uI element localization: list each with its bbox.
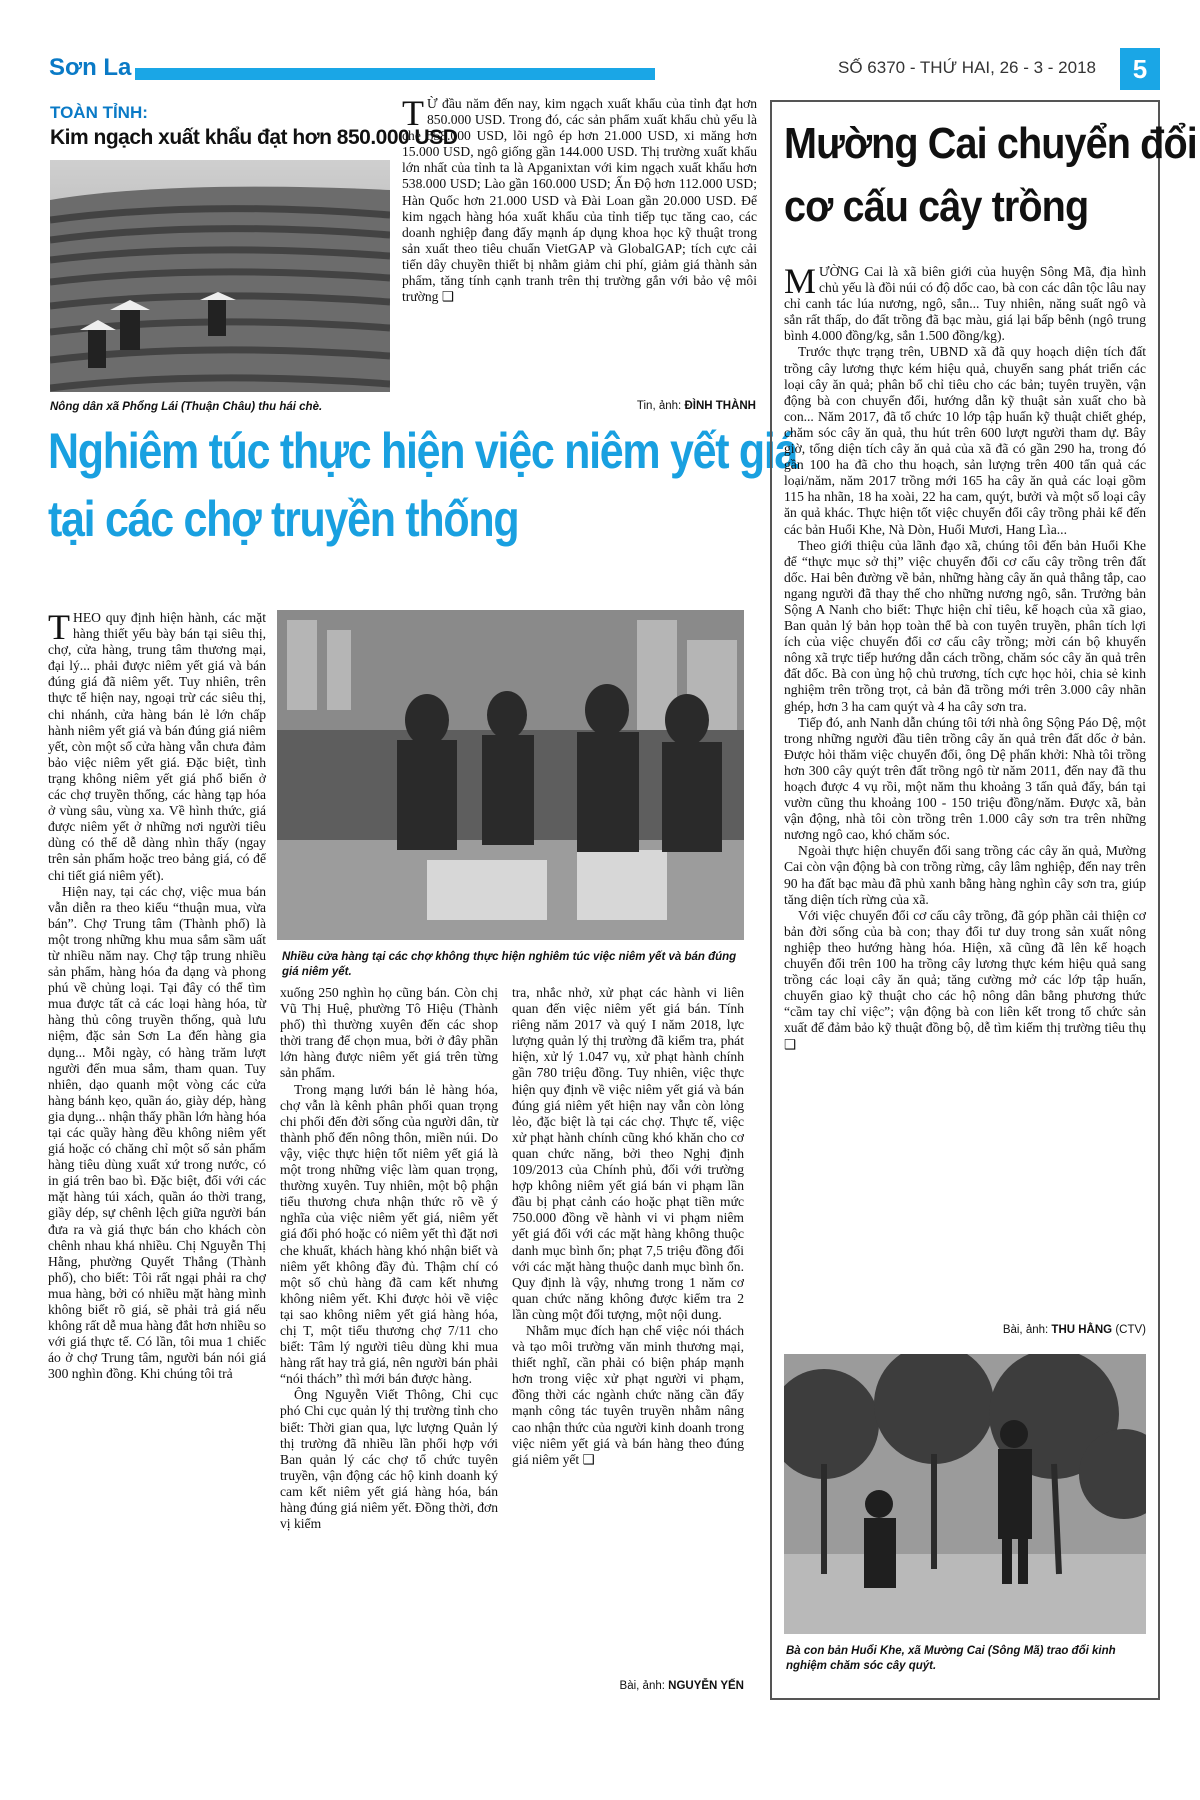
price-headline-line2: tại các chợ truyền thống — [48, 491, 519, 547]
section-name: Sơn La — [49, 54, 132, 81]
price-col-3 — [512, 985, 744, 1468]
market-photo — [277, 610, 744, 940]
tea-hill-illustration — [50, 160, 390, 392]
body-paragraph: Hiện nay, tại các chợ, việc mua bán vẫn diễn ra theo kiểu “thuận mua, vừa bán”. Chợ Trung tâm (Thành phố) là một trong những khu mua sắm sầm uất từ nhiều năm nay. Chợ tập trung nhiều sản phẩm, hàng hóa đa dạng và phong phú về chủng loại. Tại đây có thể tìm mua được tất cả các loại hàng hóa, từ hàng thủ công truyền thống, quà lưu niệm, đặc sản Sơn La đến hàng gia dụng... Mỗi ngày, có hàng trăm lượt người đến mua sắm, tham quan. Tuy nhiên, dạo quanh một vòng các cửa hàng bánh kẹo, quần áo, giày dép, hàng gia dụng... nhận thấy phần lớn hàng hóa tại các quầy hàng đều không niêm yết giá hoặc có chăng chỉ một số sản phẩm hàng tiêu dùng xuất xứ trong nước, có in giá trên bao bì. Đặc biệt, đối với các mặt hàng túi xách, quần áo thời trang, giầy dép, sự chênh lệch giữa người bán đưa ra và giá thực bán cho khách còn chênh nhau khá nhiều. Chị Nguyễn Thị Hằng, phường Quyết Thắng (Thành phố), cho biết: Tôi rất ngại phải ra chợ mua hàng, bởi có nhiều mặt hàng mình không biết rõ giá, sẽ phải trả giá nếu không rất dễ mua hàng đắt hơn nhiều so với giá thực tế. Có lần, tôi mua 1 chiếc áo ở chợ Trung tâm, người bán nói giá 300 nghìn đồng. Khi chúng tôi trả — [48, 883, 266, 1382]
muong-cai-article — [770, 100, 1197, 1700]
photo-caption: Nông dân xã Phổng Lái (Thuận Châu) thu hái chè. — [50, 401, 323, 413]
muongcai-headline-line1: Mường Cai chuyển đổi — [784, 119, 1197, 168]
body-paragraph: ƯỜNG Cai là xã biên giới của huyện Sông Mã, địa hình chủ yếu là đồi núi có độ dốc cao, bà con các dân tộc lâu nay chỉ canh tác lúa nương, ngô, sắn... Tuy nhiên, năng suất ngô và sắn rất thấp, do đất trồng đã bạc màu, giá lại bấp bênh (ngô trung bình 4.000 đồng/kg, sắn 1.500 đồng/kg). — [784, 264, 1146, 344]
page-number: 5 — [1120, 48, 1160, 90]
muongcai-body — [784, 261, 1146, 1053]
body-paragraph: Tiếp đó, anh Nanh dẫn chúng tôi tới nhà ông Sộng Páo Dệ, một trong những người đầu tiên trồng cây ăn quả trên đất dốc ở bản. Được hỏi thăm việc chuyển đổi, ông Dệ phấn khởi: Nhà tôi trồng hơn 300 cây quýt trên đất trồng ngô từ năm 2011, đến nay đã thu hoạch được 4 vụ rồi, một năm thu khoảng 3 tấn quả đấy, bán tại vườn cũng thu khoảng 100 - 150 triệu đồng/năm. Được xã, bản vận động, nhà tôi còn trồng trên 1.000 cây sơn tra trên những nương ngô cao, khó chăm sóc. — [784, 714, 1146, 843]
export-body — [402, 93, 757, 305]
orchard-photo-caption: Bà con bản Huổi Khe, xã Mường Cai (Sông Mã) trao đổi kinh nghiệm chăm sóc cây quýt. — [786, 1645, 1116, 1672]
body-paragraph: tra, nhắc nhở, xử phạt các hành vi liên quan đến việc niêm yết giá bán. Tính riêng năm 2017 và quý I năm 2018, lực lượng quản lý thị trường đã kiểm tra, phát hiện, xử lý 1.047 vụ, xử phạt hành chính gần 780 triệu đồng. Tuy nhiên, việc thực hiện quy định về việc niêm yết giá và bán đúng giá niêm yết hiện nay vẫn còn lỏng lẻo, đặc biệt là tại các chợ. Thực tế, việc xử phạt hành chính cũng khó khăn cho cơ quan chức năng, bởi theo Nghị định 109/2013 của Chính phủ, đối với trường hợp không niêm yết giá bán vi phạm lần đầu bị phạt cảnh cáo hoặc phạt tiền mức 750.000 đồng về hành vi vi phạm niêm yết giá đối với các mặt hàng không thuộc danh mục bình ổn; phạt 7,5 triệu đồng đối với các mặt hàng thuộc danh mục bình ổn. Quy định là vậy, nhưng trong 1 năm cơ quan chức năng không được kiểm tra 2 lần cùng một đối tượng, một nội dung. — [512, 985, 744, 1322]
dropcap: M — [784, 261, 817, 301]
tea-harvest-photo — [50, 160, 390, 392]
byline-prefix: Bài, ảnh: — [1002, 1324, 1049, 1336]
issue-line: SỐ 6370 - THỨ HAI, 26 - 3 - 2018 — [838, 58, 1096, 77]
price-byline — [512, 1680, 744, 1692]
body-paragraph: Trong mạng lưới bán lẻ hàng hóa, chợ vẫn là kênh phân phối quan trọng chi phối đến đời sống của người dân, từ thành phố đến nông thôn, miền núi. Do vậy, việc thực hiện tốt niêm yết giá là một trong những việc làm quan trọng, thường xuyên. Tuy nhiên, một bộ phận tiểu thương chưa nhận thức rõ về ý nghĩa của việc niêm yết giá, niêm yết giá đối phó hoặc có niêm yết thì đặt nơi che khuất, khách hàng khó nhận biết và niêm yết không đầy đủ. Thậm chí có một số chủ hàng đã cam kết nhưng không niêm yết. Khi được hỏi về việc tại sao không niêm yết giá hàng hóa, chị T, một tiểu thương chợ 7/11 cho biết: Tâm lý người tiêu dùng khi mua hàng rất hay trả giá, nên người bán phải “nói thách” thì mới bán được hàng. — [280, 1081, 498, 1387]
market-illustration — [277, 610, 744, 940]
byline-author: NGUYỄN YẾN — [668, 1680, 744, 1692]
article-kicker: TOÀN TỈNH: — [50, 103, 148, 122]
body-paragraph: Ngoài thực hiện chuyển đổi sang trồng các cây ăn quả, Mường Cai còn vận động bà con trồng rừng, cây lâm nghiệp, đến nay trên 90 ha đất bạc màu đã phủ xanh bằng hàng nghìn cây sơn tra, giúp tăng diện tích rừng của xã. — [784, 843, 1146, 907]
byline — [520, 400, 756, 412]
body-paragraph: Với việc chuyển đổi cơ cấu cây trồng, đã góp phần cải thiện cơ bản đời sống của bà con; thay đổi tư duy trong sản xuất nông nghiệp theo hướng hàng hóa. Hiện, xã cũng đã lên kế hoạch chuyển đổi trên 100 ha trồng cây lương thực kém hiệu quả sang trồng các loại cây ăn quả; tăng cường mở các lớp tập huấn, chuyển giao kỹ thuật cho các hộ nông dân bằng phương thức “cầm tay chỉ việc”; vận động bà con liên kết trong tổ chức sản xuất để đảm bảo kỹ thuật đồng bộ, dễ tìm kiếm thị trường tiêu thụ ❑ — [784, 907, 1146, 1052]
market-photo-caption: Nhiều cửa hàng tại các chợ không thực hiện nghiêm túc việc niêm yết và bán đúng giá niêm yết. — [282, 951, 737, 978]
orchard-illustration — [784, 1354, 1146, 1634]
dropcap: T — [402, 93, 424, 133]
article-headline: Kim ngạch xuất khẩu đạt hơn 850.000 USD — [50, 126, 458, 149]
export-article — [40, 93, 760, 420]
byline-suffix: (CTV) — [1115, 1324, 1146, 1336]
price-col-1 — [48, 607, 266, 1383]
body-paragraph: Ông Nguyễn Viết Thông, Chi cục phó Chi cục quản lý thị trường tỉnh cho biết: Thời gian qua, lực lượng Quản lý thị trường đã nhiều lần phối hợp với Ban quản lý các chợ tổ chức tuyên truyền, vận động các hộ kinh doanh ký cam kết niêm yết giá hàng hóa, bán hàng đúng giá niêm yết. Đồng thời, đơn vị kiểm — [280, 1387, 498, 1532]
header-rule — [135, 68, 655, 80]
page-header — [40, 48, 1160, 90]
body-paragraph: Theo giới thiệu của lãnh đạo xã, chúng tôi đến bản Huổi Khe để “thực mục sở thị” việc chuyển đổi cơ cấu cây trồng trên đất dốc. Hai bên đường về bản, những hàng cây ăn quả thẳng tắp, cao ngang người đã thay thế cho những nương ngô, sắn. Trưởng bản Sộng A Nanh cho biết: Thực hiện chỉ tiêu, kế hoạch của xã giao, Ban quản lý bản họp toàn thể bà con tuyên truyền, phân tích lợi ích của việc chuyển đổi cơ cấu cây trồng; mời cán bộ khuyến nông xã trực tiếp hướng dẫn cách trồng, chăm sóc cây ăn quả trên đất dốc. Bà con ủng hộ chủ trương, tích cực học hỏi, chia sẻ kinh nghiệm trên trồng trọt, cả bản đã trồng mới trên 3.000 cây nhãn ghép, hơn 3 ha cam quýt và 4 ha cây sơn tra. — [784, 537, 1146, 714]
price-headline-line1: Nghiêm túc thực hiện việc niêm yết giá — [48, 423, 798, 479]
byline-prefix: Bài, ảnh: — [619, 1680, 665, 1692]
muongcai-headline-line2: cơ cấu cây trồng — [784, 182, 1089, 231]
byline-author: ĐÌNH THÀNH — [684, 400, 756, 412]
dropcap: T — [48, 607, 70, 647]
body-paragraph: Trước thực trạng trên, UBND xã đã quy hoạch diện tích đất trồng cây lương thực kém hiệu quả, chuyển sang phát triển các loại cây ăn quả; phân bổ chỉ tiêu cho các bản; tuyên truyền, vận động bà con chuyển đổi, hướng dẫn kỹ thuật sản xuất cho bà con... Năm 2017, đã tổ chức 10 lớp tập huấn kỹ thuật chiết ghép, chăm sóc cây ăn quả, thu hút trên 600 lượt người tham dự. Bây giờ, tổng diện tích cây ăn quả của xã đã có gần 290 ha, trong đó gần 100 ha đã cho thu hoạch, sản lượng trên 400 tấn quả các loại/năm, năm 2017 trồng mới 165 ha cây ăn quả các loại gồm 115 ha nhãn, 18 ha xoài, 22 ha cam, quýt, bưởi và một số loại cây ăn quả khác. Thực hiện tốt việc chuyển đổi cây trồng phải kể đến các bản Huổi Khe, Nà Dòn, Huổi Mươi, Hang Lìa... — [784, 344, 1146, 537]
body-paragraph: xuống 250 nghìn họ cũng bán. Còn chị Vũ Thị Huệ, phường Tô Hiệu (Thành phố) thì thường xuyên đến các shop thời trang để chọn mua, bởi ở đây phần lớn hàng được niêm yết giá trên từng sản phẩm. — [280, 985, 498, 1081]
byline-author: THU HẰNG — [1051, 1324, 1113, 1336]
body-paragraph: Nhằm mục đích hạn chế việc nói thách và tạo môi trường văn minh thương mại, thiết nghĩ, cần phải có biện pháp mạnh hơn trong việc xử phạt người vi phạm, đồng thời các ngành chức năng cần đẩy mạnh công tác tuyên truyền nhằm nâng cao nhận thức của người kinh doanh trong việc niêm yết giá và bán hàng theo đúng giá niêm yết ❑ — [512, 1322, 744, 1467]
byline-prefix: Tin, ảnh: — [636, 400, 682, 412]
orchard-photo — [784, 1354, 1146, 1634]
body-paragraph: HEO quy định hiện hành, các mặt hàng thiết yếu bày bán tại siêu thị, chợ, cửa hàng, trung tâm thương mại, đại lý... phải được niêm yết giá và bán đúng giá đã niêm yết. Tuy nhiên, trên thực tế hiện nay, ngoại trừ các siêu thị, chi nhánh, cửa hàng bán lẻ lớn chấp hành niêm yết giá và bán đúng giá niêm yết, còn một số cửa hàng vẫn chưa đảm bảo việc niêm yết giá. Đặc biệt, tình trạng không niêm yết giá phổ biến ở các chợ truyền thống, các hàng tạp hóa ở vùng sâu, vùng xa. Về hình thức, giá được niêm yết ở những nơi người tiêu dùng có thể dễ dàng nhìn thấy (ngay trên sản phẩm hoặc treo bảng giá, có để chi tiết giá niêm yết). — [48, 610, 266, 883]
muongcai-byline — [784, 1324, 1146, 1336]
price-col-2 — [280, 985, 498, 1532]
body-paragraph: Ừ đầu năm đến nay, kim ngạch xuất khẩu của tỉnh đạt hơn 850.000 USD. Trong đó, các sản phẩm xuất khẩu chủ yếu là chè 558.000 USD, lõi ngô ép hơn 21.000 USD, xi măng hơn 15.000 USD, ngô giống gần 144.000 USD. Thị trường xuất khẩu lớn nhất của tỉnh ta là Apganixtan với kim ngạch xuất khẩu hơn 538.000 USD; Lào gần 160.000 USD; Ấn Độ hơn 112.000 USD; Hàn Quốc hơn 21.000 USD và Đài Loan gần 20.000 USD. Để kim ngạch hàng hóa xuất khẩu của tỉnh tiếp tục tăng cao, các doanh nghiệp đang đẩy mạnh áp dụng khoa học kỹ thuật trong sản xuất theo tiêu chuẩn VietGAP và GlobalGAP; tích cực cải tiến dây chuyền thiết bị nhằm giảm chi phí, giảm giá thành sản phẩm, tăng tính cạnh tranh trên thị trường gắn với bảo vệ môi trường ❑ — [402, 96, 757, 305]
